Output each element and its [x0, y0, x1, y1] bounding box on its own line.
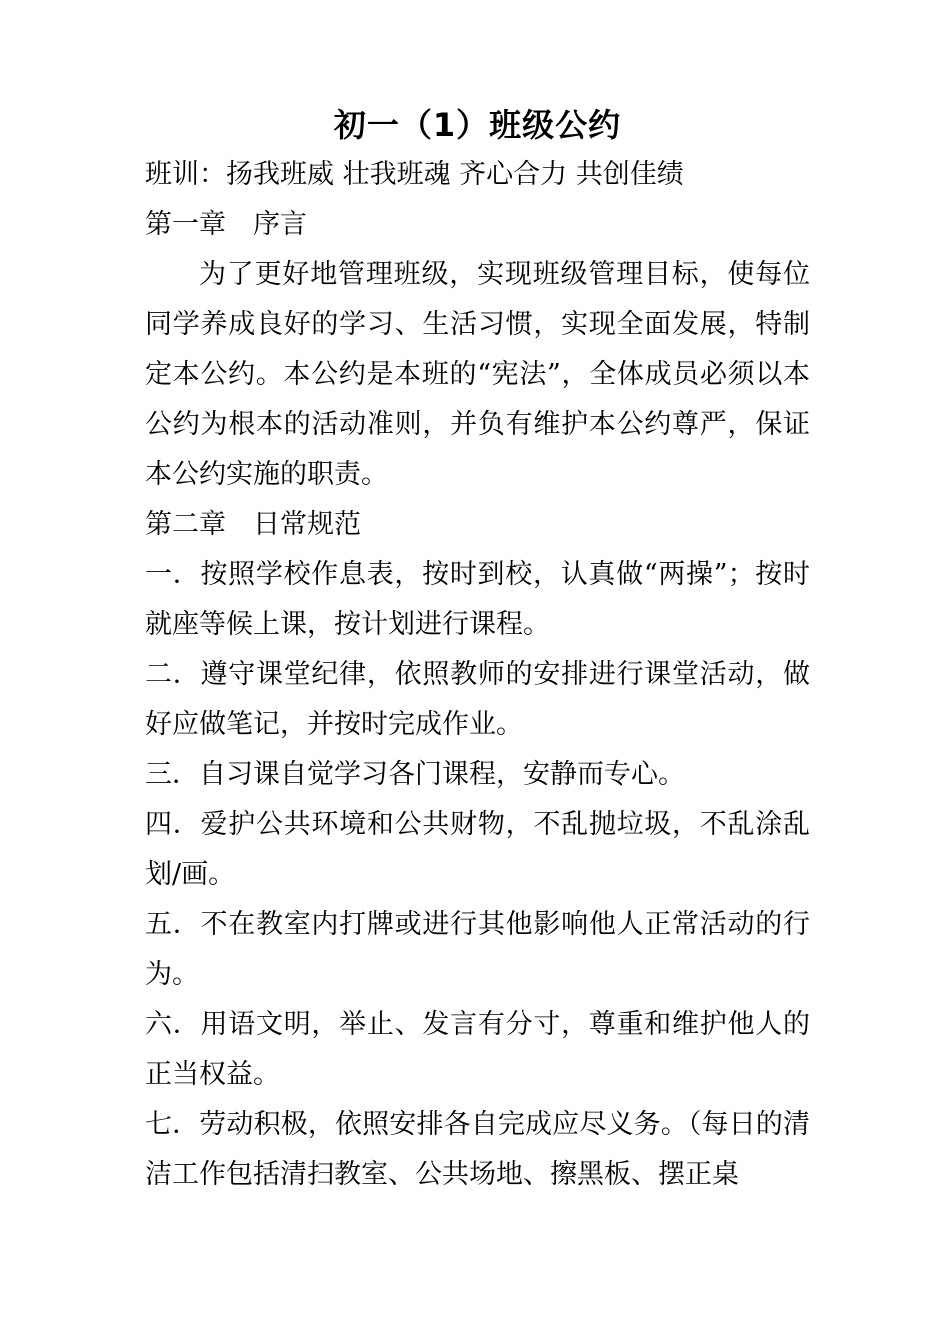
- document-page: [145, 0, 810, 1344]
- rule-item-7: 七．劳动积极，依照安排各自完成应尽义务。（每日的清洁工作包括清扫教室、公共场地、擦黑板、摆正桌: [145, 1109, 810, 1190]
- rule-item-2: 二．遵守课堂纪律，依照教师的安排进行课堂活动，做好应做笔记，并按时完成作业。: [145, 659, 810, 740]
- rule-item-4: 四．爱护公共环境和公共财物，不乱抛垃圾，不乱涂乱划/画。: [145, 809, 810, 890]
- chapter-1-name: 序言: [253, 209, 307, 240]
- chapter-2-heading: [145, 500, 810, 550]
- rule-item-6: 六．用语文明，举止、发言有分寸，尊重和维护他人的正当权益。: [145, 1009, 810, 1090]
- rule-item-3: 三．自习课自觉学习各门课程，安静而专心。: [145, 759, 685, 790]
- document-title: 初一（1）班级公约: [333, 106, 622, 144]
- chapter-2-name: 日常规范: [253, 509, 361, 540]
- rule-item-1: 一．按照学校作息表，按时到校，认真做“两操”；按时就座等候上课，按计划进行课程。: [145, 559, 810, 640]
- chapter-1-body: 为了更好地管理班级，实现班级管理目标，使每位同学养成良好的学习、生活习惯，实现全面发展，特制定本公约。本公约是本班的“宪法”，全体成员必须以本公约为根本的活动准则，并负有维护本公约尊严，保证本公约实施的职责。: [145, 259, 810, 490]
- chapter-1-heading: [145, 200, 810, 250]
- chapter-1-number: 第一章: [145, 209, 226, 240]
- chapter-2-number: 第二章: [145, 509, 226, 540]
- class-motto: 班训：扬我班威 壮我班魂 齐心合力 共创佳绩: [145, 159, 684, 190]
- rule-item-5: 五．不在教室内打牌或进行其他影响他人正常活动的行为。: [145, 909, 810, 990]
